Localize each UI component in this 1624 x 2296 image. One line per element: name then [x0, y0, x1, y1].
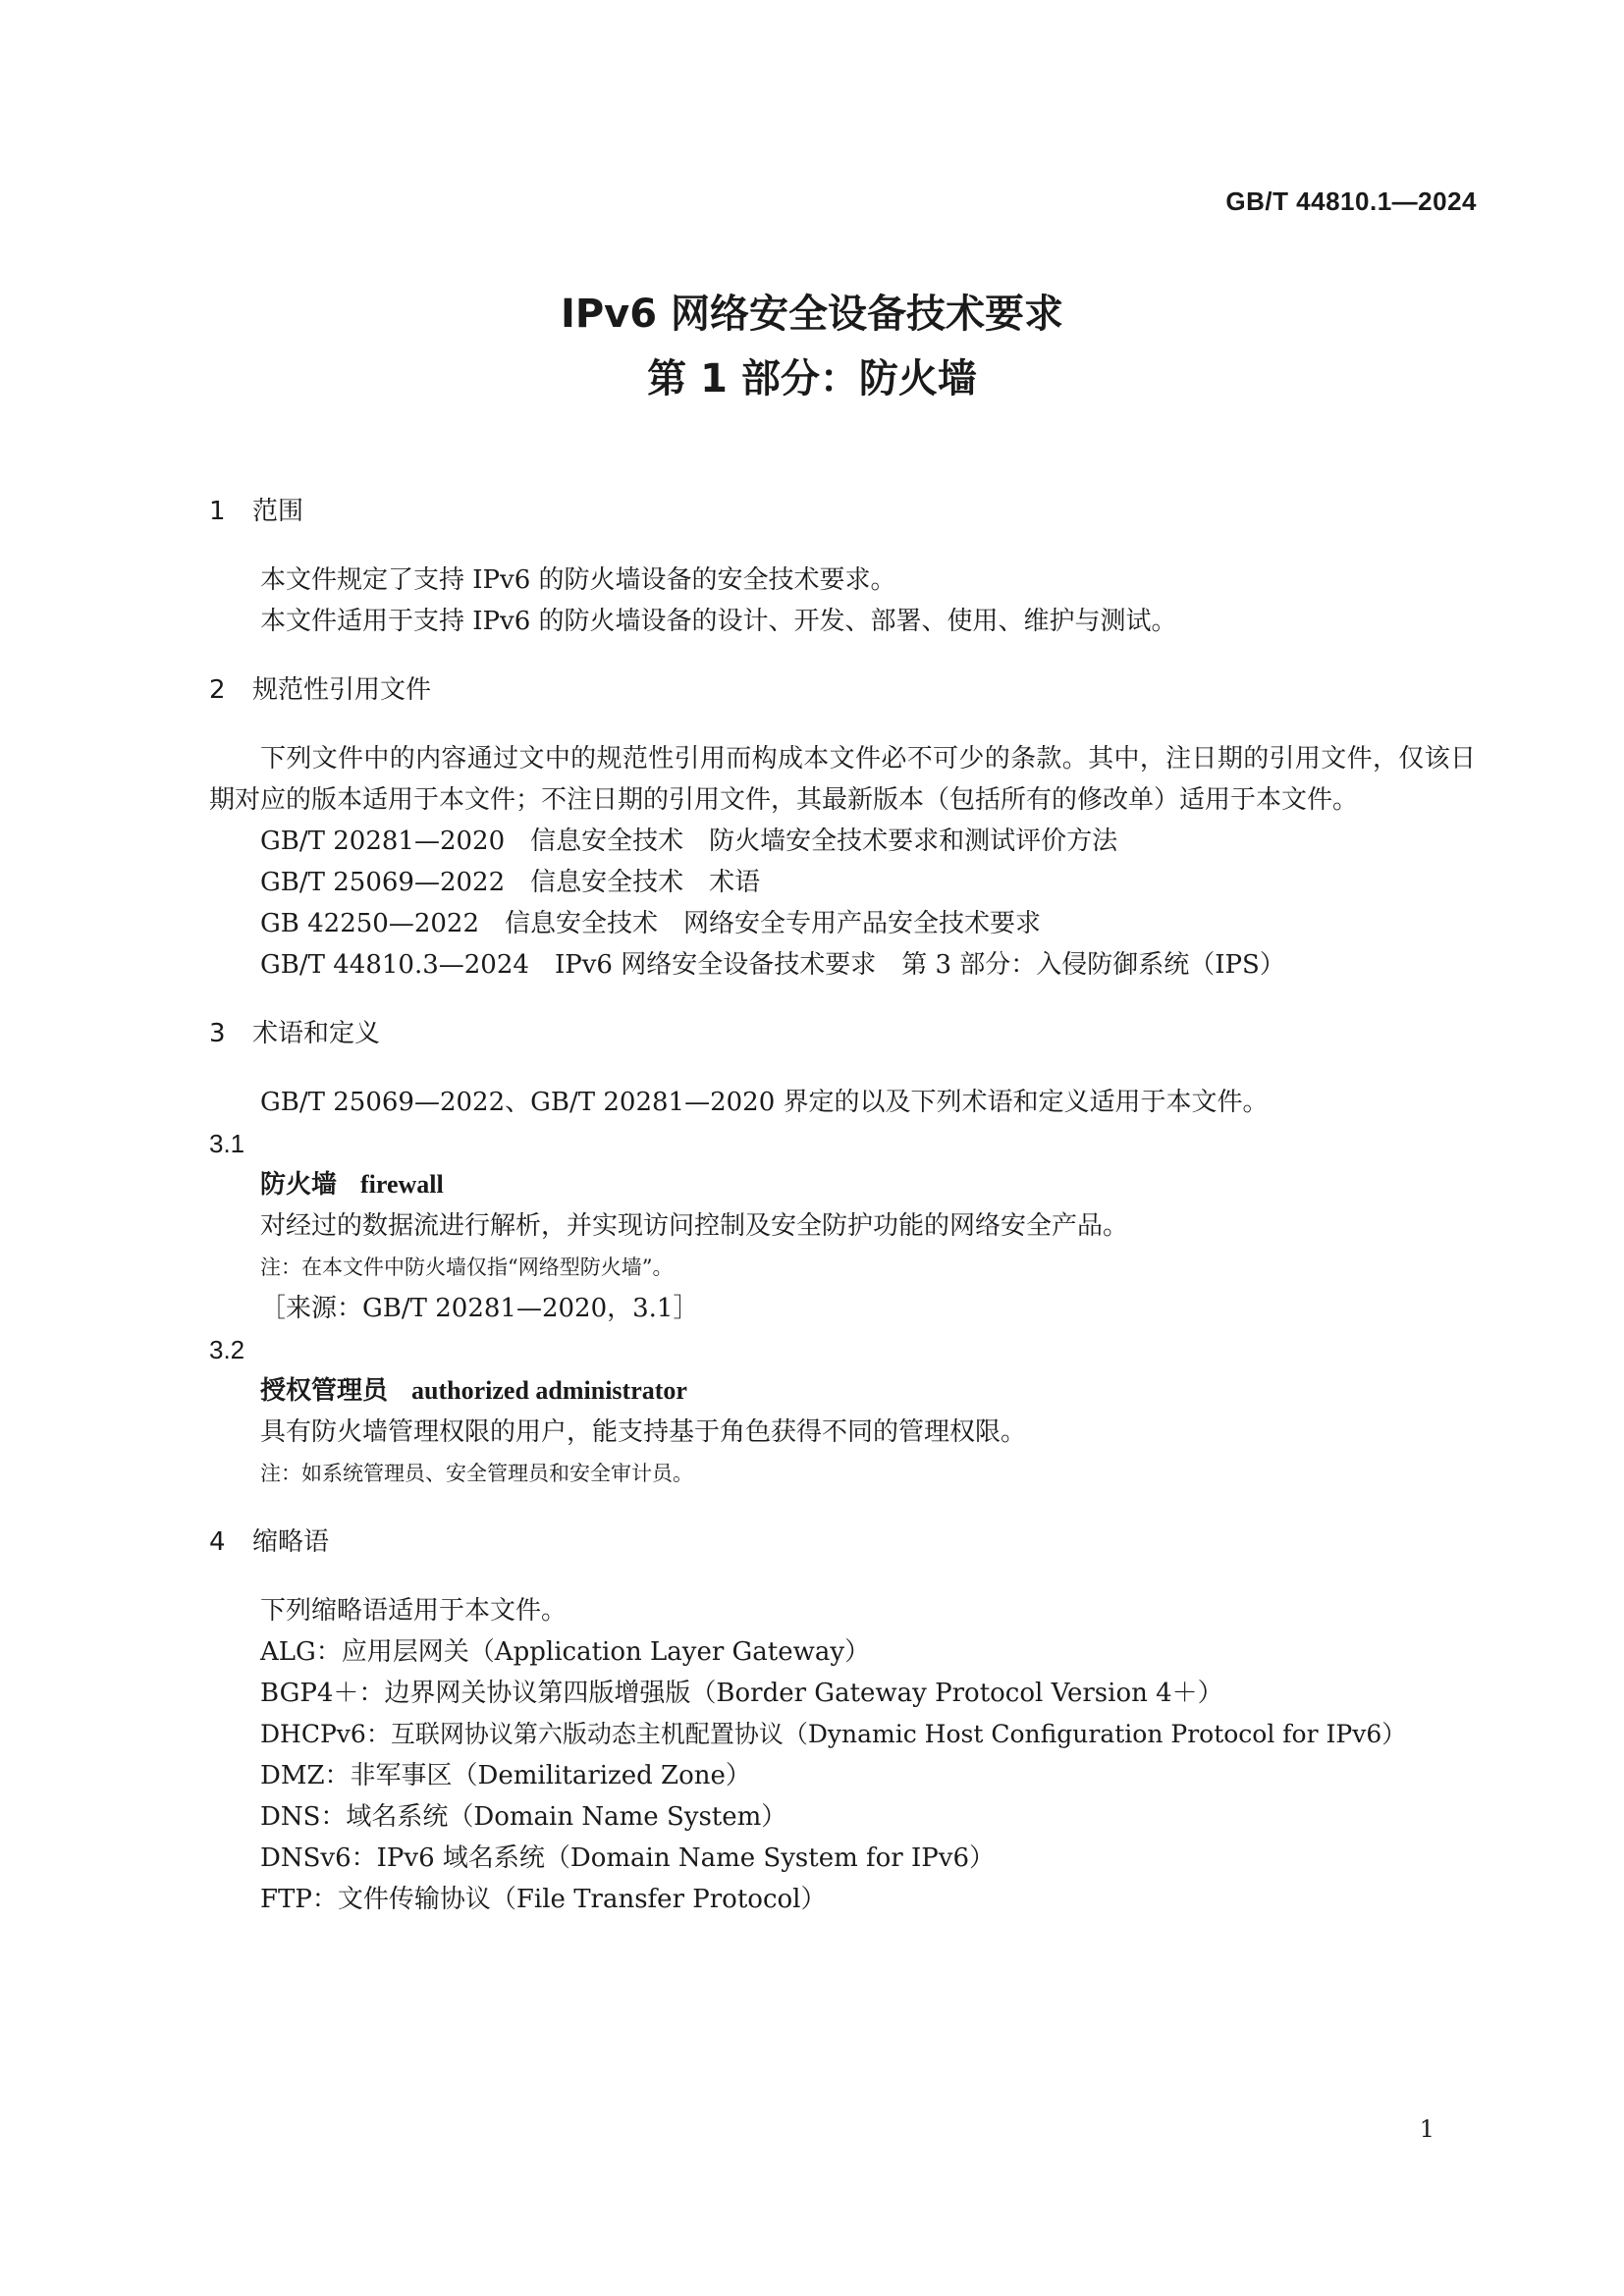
abbreviation-item: ALG：应用层网关（Application Layer Gateway）	[260, 1637, 871, 1667]
section-heading-normative-references	[209, 669, 1476, 711]
standard-code: GB/T 44810.1—2024	[1225, 187, 1477, 216]
page-number: 1	[1419, 2115, 1435, 2143]
reference-title: 信息安全技术 防火墙安全技术要求和测试评价方法	[530, 827, 1118, 856]
section-number: 4	[209, 1527, 226, 1557]
term-number: 3.1	[209, 1129, 245, 1158]
paragraph: 下列缩略语适用于本文件。	[260, 1596, 568, 1626]
abbreviation-item: BGP4＋：边界网关协议第四版增强版（Border Gateway Protocol Version 4＋）	[260, 1679, 1223, 1708]
section-title: 规范性引用文件	[252, 675, 432, 705]
section-number: 2	[209, 675, 226, 705]
document-body	[209, 491, 1476, 1920]
reference-code: GB/T 20281—2020	[260, 827, 506, 856]
term-definition: 具有防火墙管理权限的用户，能支持基于角色获得不同的管理权限。	[260, 1417, 1027, 1447]
paragraph: 下列文件中的内容通过文中的规范性引用而构成本文件必不可少的条款。其中，注日期的引用文件，仅该日期对应的版本适用于本文件；不注日期的引用文件，其最新版本（包括所有的修改单）适用于本文件。	[209, 744, 1476, 815]
abbreviation-item: DHCPv6：互联网协议第六版动态主机配置协议（Dynamic Host Configuration Protocol for IPv6）	[260, 1720, 1407, 1748]
reference-item	[209, 903, 1476, 944]
title-line-2: 第 1 部分：防火墙	[647, 356, 977, 401]
paragraph: 本文件规定了支持 IPv6 的防火墙设备的安全技术要求。	[260, 565, 896, 595]
term-entry	[209, 1164, 1476, 1205]
title-line-1: IPv6 网络安全设备技术要求	[560, 292, 1064, 337]
paragraph: GB/T 25069—2022、GB/T 20281—2020 界定的以及下列术语和定义适用于本文件。	[260, 1088, 1269, 1117]
section-heading-terms-definitions	[209, 1013, 1476, 1054]
term-note: 注：如系统管理员、安全管理员和安全审计员。	[260, 1462, 693, 1485]
abbreviation-item: FTP：文件传输协议（File Transfer Protocol）	[260, 1885, 827, 1914]
paragraph: 本文件适用于支持 IPv6 的防火墙设备的设计、开发、部署、使用、维护与测试。	[260, 607, 1177, 636]
section-heading-abbreviations	[209, 1522, 1476, 1563]
section-heading-scope	[209, 491, 1476, 532]
reference-title: 信息安全技术 网络安全专用产品安全技术要求	[505, 909, 1042, 938]
reference-item	[209, 821, 1476, 862]
abbreviation-item: DNSv6：IPv6 域名系统（Domain Name System for IPv6）	[260, 1843, 995, 1873]
reference-code: GB/T 25069—2022	[260, 868, 506, 897]
reference-title: 信息安全技术 术语	[530, 868, 761, 897]
section-title: 缩略语	[252, 1527, 330, 1557]
term-number: 3.2	[209, 1335, 245, 1364]
reference-code: GB 42250—2022	[260, 909, 480, 938]
document-title	[0, 282, 1624, 411]
term-note: 注：在本文件中防火墙仅指“网络型防火墙”。	[260, 1255, 674, 1279]
reference-code: GB/T 44810.3—2024	[260, 950, 529, 980]
section-number: 1	[209, 497, 226, 526]
term-zh: 授权管理员	[260, 1376, 389, 1406]
term-zh: 防火墙	[260, 1170, 338, 1200]
section-number: 3	[209, 1019, 226, 1048]
term-entry	[209, 1370, 1476, 1412]
term-source: ［来源：GB/T 20281—2020，3.1］	[260, 1294, 699, 1323]
section-title: 术语和定义	[252, 1019, 381, 1048]
term-en: authorized administrator	[411, 1376, 687, 1405]
abbreviation-item: DMZ：非军事区（Demilitarized Zone）	[260, 1761, 751, 1790]
reference-item	[209, 944, 1476, 986]
abbreviation-item: DNS：域名系统（Domain Name System）	[260, 1802, 787, 1832]
term-definition: 对经过的数据流进行解析，并实现访问控制及安全防护功能的网络安全产品。	[260, 1211, 1129, 1241]
term-en: firewall	[360, 1170, 444, 1199]
section-title: 范围	[252, 497, 304, 526]
reference-item	[209, 862, 1476, 903]
reference-title: IPv6 网络安全设备技术要求 第 3 部分：入侵防御系统（IPS）	[554, 950, 1285, 980]
